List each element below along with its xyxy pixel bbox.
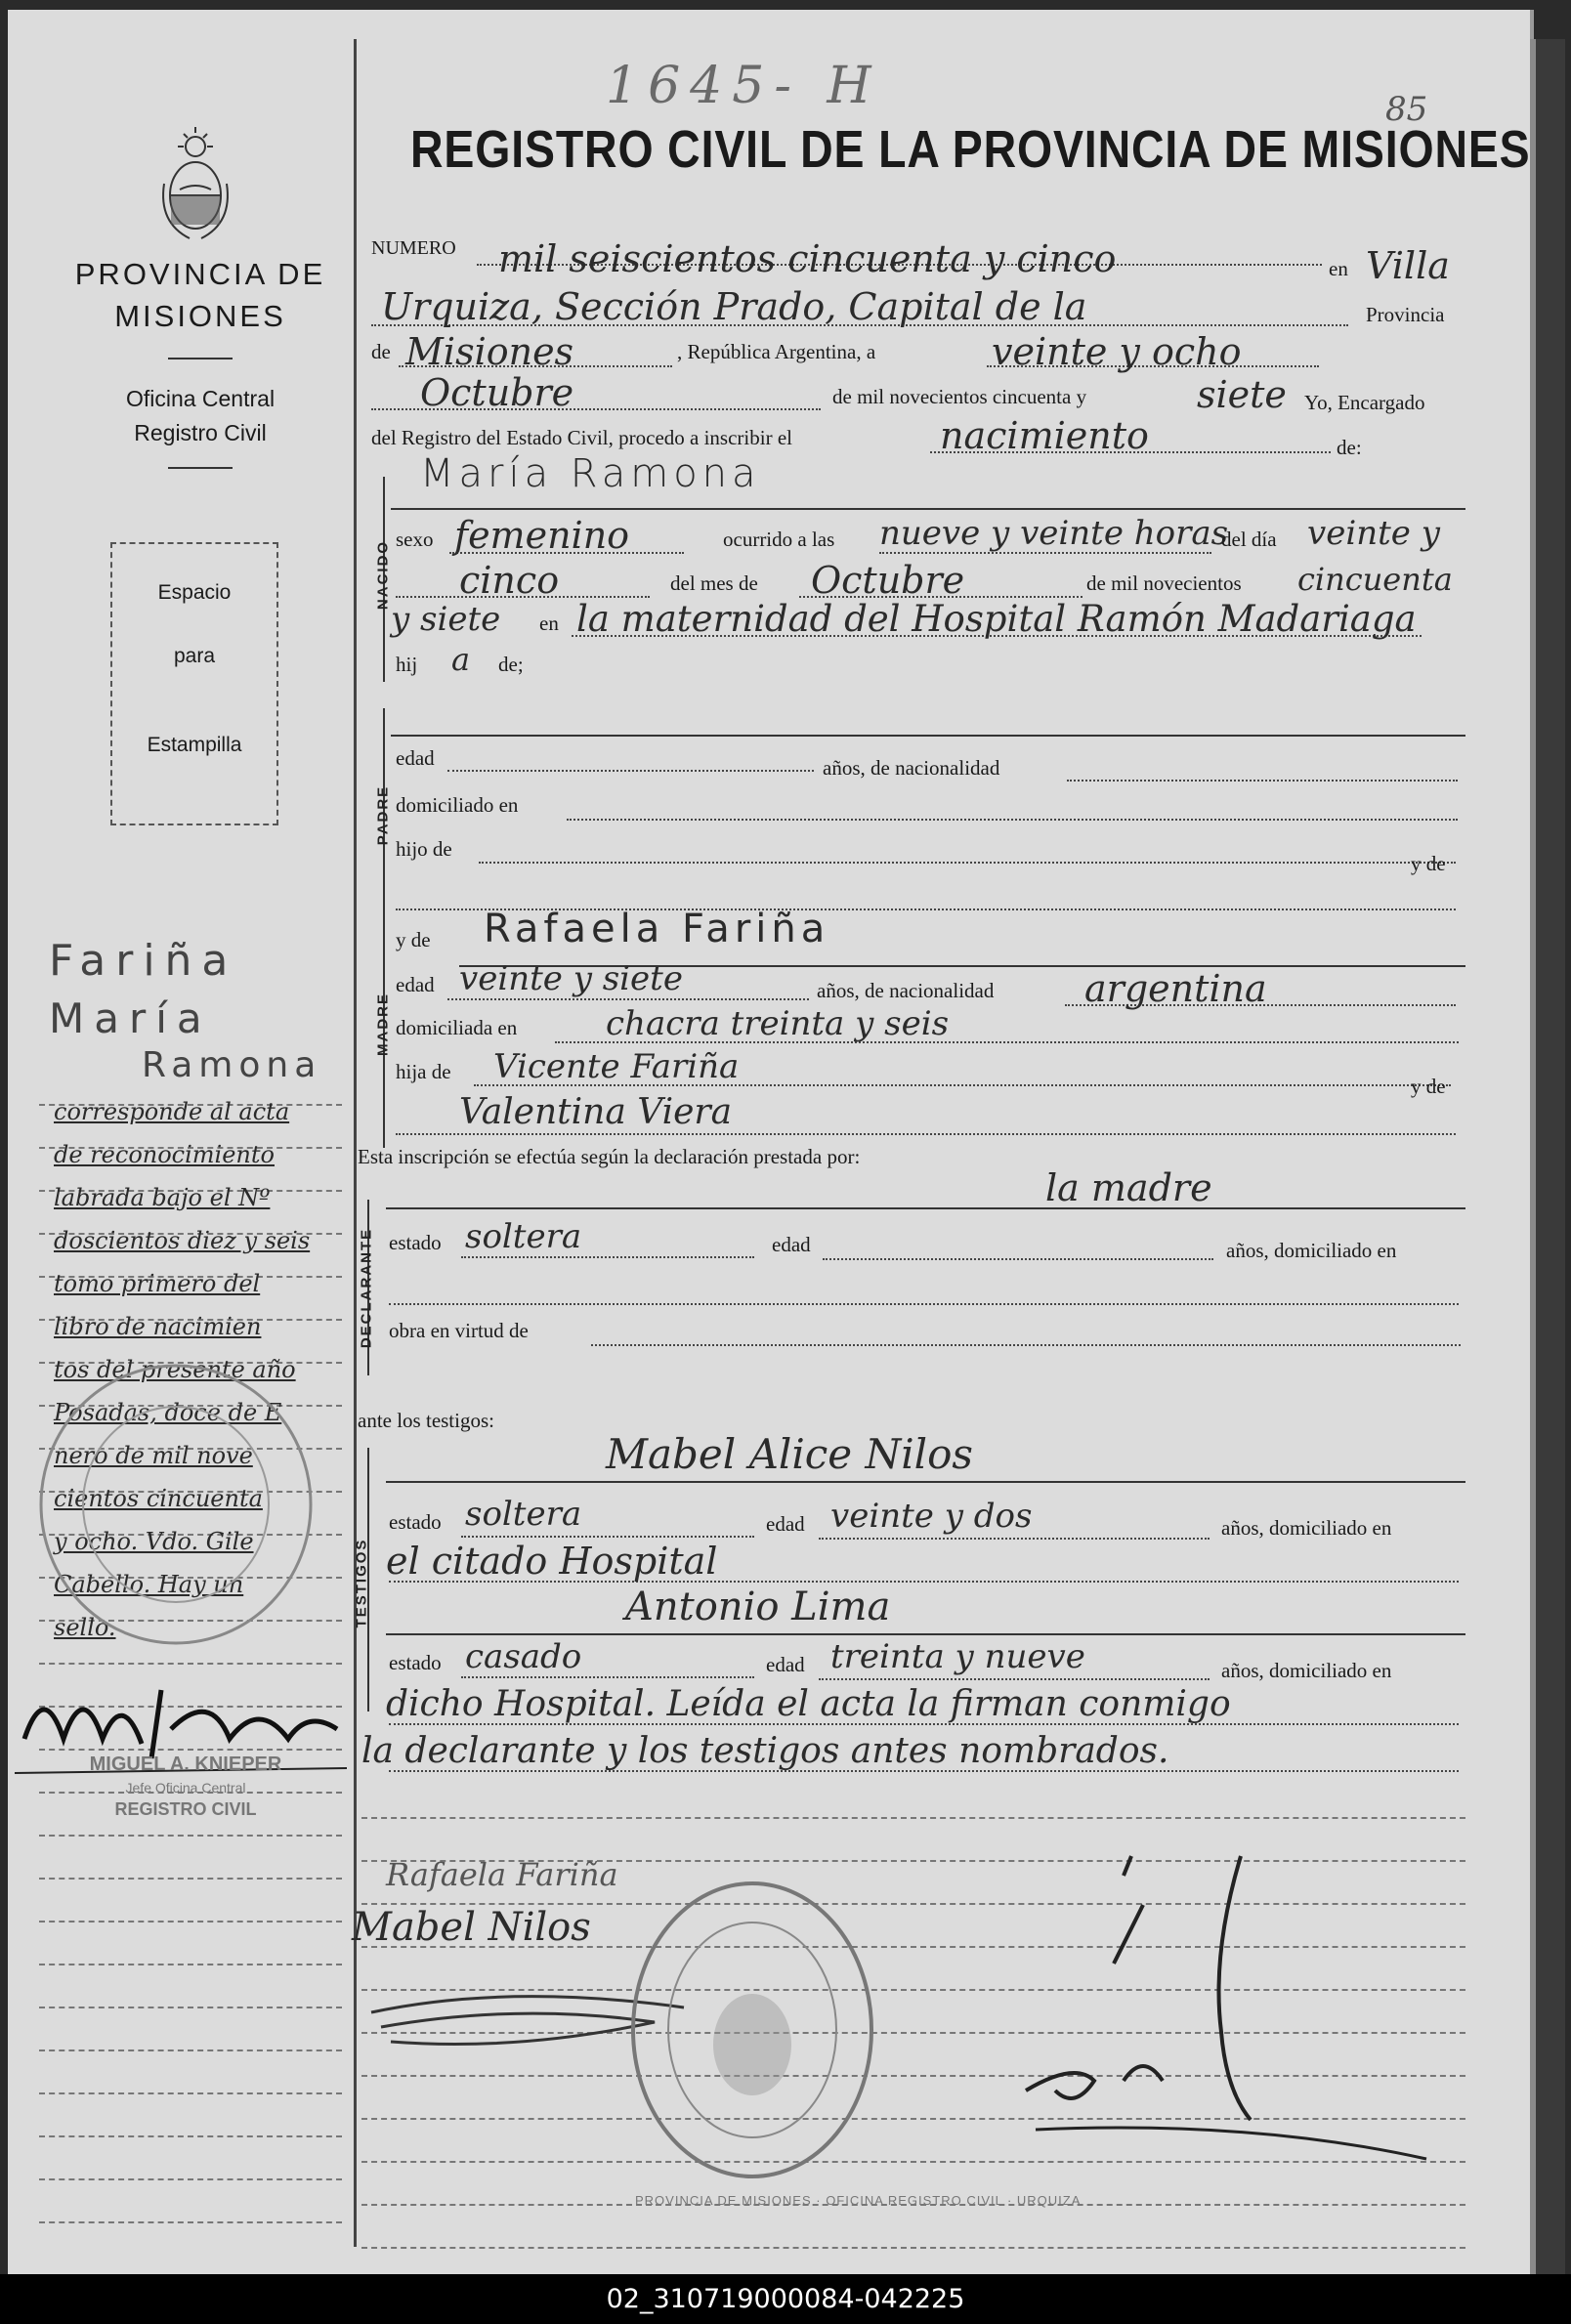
margin-firstname: María [49,994,212,1042]
padre-nac-line [1067,780,1458,782]
date-day-value: veinte y ocho [992,330,1242,373]
t2-estado-label: estado [389,1651,442,1674]
testigo1-name: Mabel Alice Nilos [606,1430,973,1478]
t2-anios-label: años, domiciliado en [1221,1659,1392,1682]
signature-rafaela: Rafaela Fariña [386,1856,618,1893]
margin-stamp-name: MIGUEL A. KNIEPER [89,1754,282,1775]
t1-anios-label: años, domiciliado en [1221,1516,1392,1540]
padre-section-label: PADRE [374,784,392,846]
t2-dom-value: dicho Hospital. Leída el acta la firman conmigo [386,1684,1231,1724]
madre-madre-line [396,1133,1456,1135]
lugar-value: la maternidad del Hospital Ramón Madariaga [576,598,1417,640]
signature-mabel: Mabel Nilos [352,1905,591,1950]
stamp-box-line1: Espacio [157,581,232,604]
obra-line [591,1344,1461,1346]
ocurrido-label: ocurrido a las [723,528,835,551]
obra-label: obra en virtud de [389,1319,529,1342]
page-number: 85 [1385,90,1428,129]
de-semi-label: de; [498,653,524,676]
margin-rule-line [39,2221,342,2223]
margin-stamp-office: REGISTRO CIVIL [114,1799,257,1819]
dia2-value: cinco [459,559,560,602]
de-colon-label: de: [1337,436,1362,459]
testigo2-name: Antonio Lima [625,1585,891,1629]
madre-edad-line [447,998,809,1000]
numero-label: NUMERO [371,237,456,259]
stamp-box-line3: Estampilla [147,734,242,756]
margin-note-line: corresponde al acta [54,1098,290,1125]
t2-edad-value: treinta y nueve [830,1637,1085,1676]
padre-dom-label: domiciliado en [396,793,519,817]
madre-edad-label: edad [396,973,435,996]
madre-padre-value: Vicente Fariña [493,1047,740,1086]
declarante-rule [386,1207,1465,1209]
seal-caption: PROVINCIA DE MISIONES · OFICINA REGISTRO CIVIL · URQUIZA [635,2193,1082,2208]
padre-yde-label: y de [1411,852,1446,875]
archive-number: 1645- H [606,57,881,115]
del-mes-label: del mes de [670,571,758,595]
padre-edad-line [447,770,814,772]
madre-hija-label: hija de [396,1060,451,1083]
hij-suffix: a [451,641,471,678]
republica-label: , República Argentina, a [677,340,876,363]
place-value: Urquiza, Sección Prado, Capital de la [381,285,1087,328]
province-name-line2: MISIONES [114,299,286,333]
margin-note-line: y ocho. Vdo. Gile [54,1528,254,1555]
madre-yde2-label: y de [1411,1075,1446,1098]
numero-value: mil seiscientos cincuenta y cinco [498,237,1117,280]
nacido-section-label: NACIDO [374,539,392,611]
margin-rule-line [39,2135,342,2137]
margin-note-line: labrada bajo el Nº [54,1184,271,1211]
coat-of-arms-icon [156,125,234,252]
t1-edad-label: edad [766,1512,805,1536]
madre-edad-value: veinte y siete [459,959,683,998]
declarante-value: la madre [1045,1166,1212,1209]
signature-rule-line [361,1817,1465,1819]
madre-nac-label: años, de nacionalidad [817,979,995,1002]
sexo-value: femenino [454,514,630,557]
signature-rule-line [361,2247,1465,2249]
office-line2: Registro Civil [134,420,267,445]
en-place-label: en [539,612,559,635]
t1-edad-line [819,1538,1210,1540]
scan-footer: 02_310719000084-042225 [0,2274,1571,2324]
margin-note-line: Cabello. Hay un [54,1571,244,1598]
margin-rule-line [39,2007,342,2008]
margin-surname: Fariña [49,936,238,986]
margin-note-line: libro de nacimien [54,1313,262,1340]
book-binding [1530,39,1565,2276]
testigos-section-label: TESTIGOS [353,1538,370,1628]
mil-novecientos-label: de mil novecientos cincuenta y [832,385,1087,408]
margin-note-line: tomo primero del [54,1270,261,1297]
padre-hijo-label: hijo de [396,837,452,861]
margin-note-line: tos del presente año [54,1356,296,1383]
de-mil-nov-label: de mil novecientos [1086,571,1242,595]
decl-estado-value: soltera [465,1217,582,1256]
margin-note-line: de reconocimiento [54,1141,275,1168]
t1-estado-label: estado [389,1510,442,1534]
province-name-line1: PROVINCIA DE [74,257,326,291]
child-name: María Ramona [420,451,761,496]
madre-section-label: MADRE [374,993,392,1056]
margin-rule-line [39,2178,342,2180]
madre-madre-value: Valentina Viera [459,1092,733,1132]
anio-value: cincuenta [1297,561,1453,598]
margin-rule-line [39,1835,342,1837]
stamp-box [110,542,278,825]
padre-edad-label: edad [396,746,435,770]
anio2-value: y siete [391,600,501,639]
padre-dom-line [567,819,1458,821]
testigo2-rule [386,1633,1465,1635]
sexo-label: sexo [396,528,434,551]
decl-edad-line [823,1258,1213,1260]
margin-rule-line [39,1878,342,1880]
inscripcion-label: Esta inscripción se efectúa según la declaración prestada por: [358,1145,861,1168]
month-value: Octubre [420,371,574,414]
act-type-value: nacimiento [940,414,1149,457]
margin-round-stamp [34,1358,318,1651]
t2-estado-value: casado [465,1637,582,1676]
margin-note-line: Posadas, doce de E [54,1399,282,1426]
margin-note-line: cientos cincuenta [54,1485,263,1512]
margin-rule-line [39,1921,342,1923]
madre-dom-value: chacra treinta y seis [606,1004,950,1043]
de-label: de [371,340,391,363]
decl-anios-label: años, domiciliado en [1226,1239,1397,1262]
t1-estado-value: soltera [465,1495,582,1534]
ante-testigos-label: ante los testigos: [358,1409,494,1432]
del-dia-label: del día [1221,528,1277,551]
del-registro-label: del Registro del Estado Civil, procedo a inscribir el [371,426,792,449]
margin-secondname: Ramona [142,1045,322,1085]
decl-dom-line [389,1303,1459,1305]
yo-encargado-label: Yo, Encargado [1304,391,1425,414]
t2-estado-line [461,1676,754,1678]
madre-yde-label: y de [396,928,431,951]
dia-value: veinte y [1307,514,1440,553]
office-line1: Oficina Central [125,386,276,411]
margin-stamp-title: Jefe Oficina Central [125,1780,246,1796]
decl-estado-line [461,1256,754,1258]
t2-edad-line [819,1678,1210,1680]
madre-nac-value: argentina [1084,967,1267,1010]
madre-dom-label: domiciliada en [396,1016,518,1039]
t1-estado-line [461,1536,754,1538]
year-suffix-value: siete [1197,373,1287,416]
margin-rule-line [39,2049,342,2051]
padre-hijo-line [479,862,1456,864]
en-label: en [1329,257,1348,280]
testigo1-rule [386,1481,1465,1483]
margin-note-line: sello. [54,1614,116,1641]
province-value: Misiones [405,330,574,373]
decl-estado-label: estado [389,1231,442,1254]
t2-edad-label: edad [766,1653,805,1676]
t1-edad-value: veinte y dos [830,1497,1033,1536]
name-rule [391,508,1465,510]
decl-edad-label: edad [772,1233,811,1256]
stamp-box-line2: para [173,645,216,667]
padre-name-rule [391,735,1465,737]
margin-rule-line [39,2092,342,2094]
margin-rule-line [39,1663,342,1665]
padre-nac-label: años, de nacionalidad [823,756,1000,780]
hora-value: nueve y veinte horas [879,514,1229,553]
mes-value: Octubre [811,559,965,602]
hij-label: hij [396,653,418,676]
en-value: Villa [1366,244,1450,287]
madre-nombre: Rafaela Fariña [484,907,830,951]
declarante-section-label: DECLARANTE [358,1227,375,1349]
page-title: REGISTRO CIVIL DE LA PROVINCIA DE MISIONES [410,120,1531,179]
signature-encargado [1016,1837,1465,2188]
provincia-label: Provincia [1366,303,1445,326]
closing-value: la declarante y los testigos antes nombrados. [361,1731,1169,1771]
t1-dom-value: el citado Hospital [386,1540,718,1583]
divider [168,467,233,469]
margin-note-line: doscientos diez y seis [54,1227,311,1254]
official-seal [625,1874,879,2186]
margin-rule-line [39,1964,342,1965]
margin-note-line: nero de mil nove [54,1442,253,1469]
divider [168,358,233,359]
